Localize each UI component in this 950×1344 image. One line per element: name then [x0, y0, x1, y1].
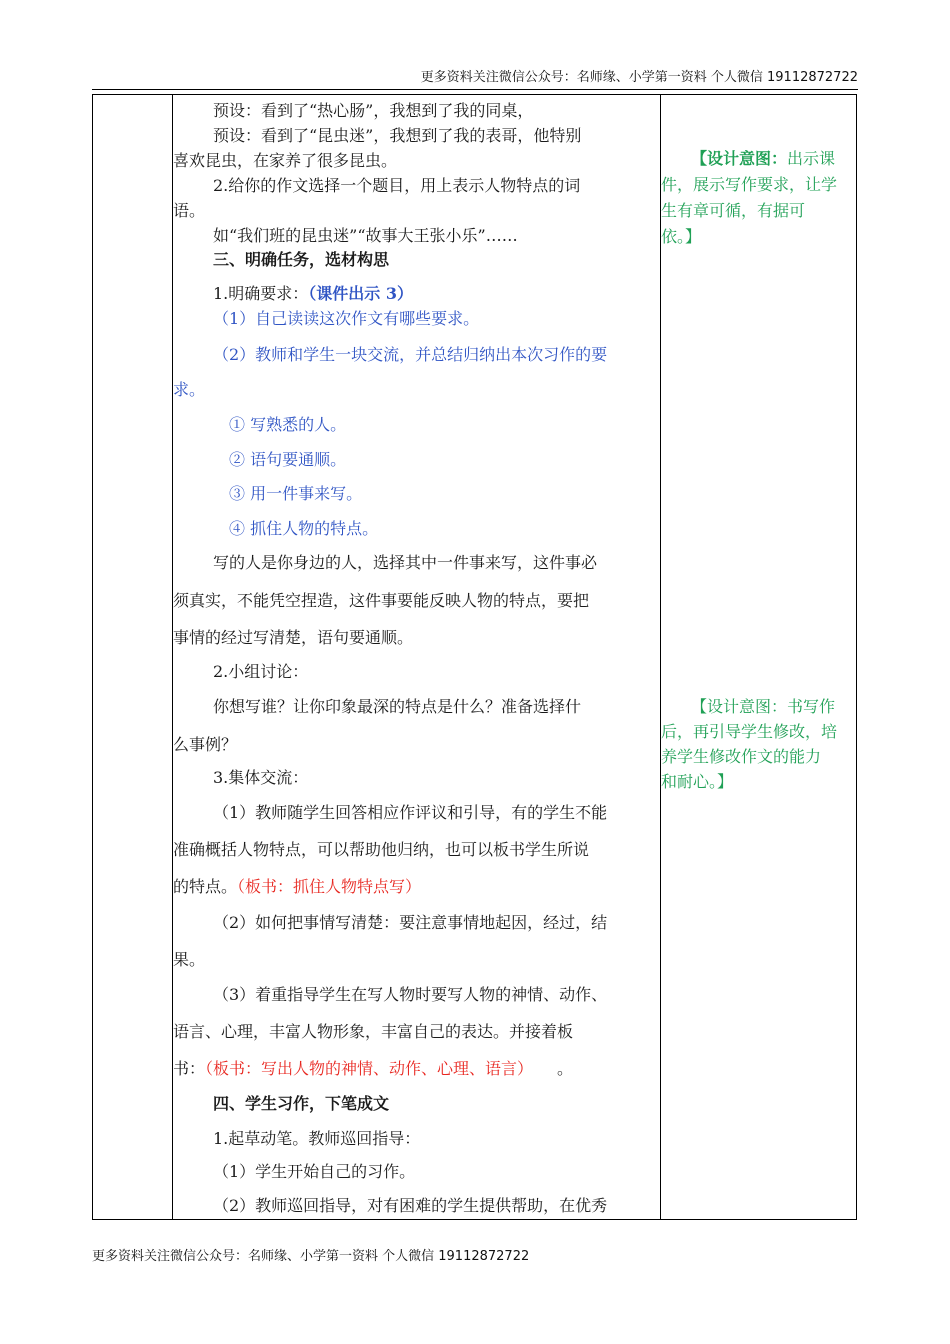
board-note: （板书：抓住人物特点写）	[237, 877, 422, 896]
text-line	[173, 877, 421, 897]
requirement-item: ① 写熟悉的人。	[229, 415, 347, 434]
text-line: （2）教师和学生一块交流，并总结归纳出本次习作的要	[213, 345, 608, 364]
text-span: 的特点。	[173, 877, 238, 896]
text-line: 3.集体交流：	[213, 768, 309, 787]
requirement-item: ② 语句要通顺。	[229, 450, 347, 469]
courseware-note: （课件出示 3）	[308, 284, 413, 303]
text-line: 预设：看到了“昆虫迷”，我想到了我的表哥，他特别	[213, 126, 582, 145]
text-line: 如“我们班的昆虫迷”“故事大王张小乐”……	[213, 226, 518, 245]
section-heading: 四、学生习作，下笔成文	[213, 1094, 390, 1113]
header-divider	[92, 89, 858, 90]
board-note: （板书：写出人物的神情、动作、心理、语言）	[205, 1059, 526, 1078]
page-footer: 更多资料关注微信公众号：名师缘、小学第一资料 个人微信 19112872722	[92, 1249, 530, 1264]
text-line: 1.起草动笔。教师巡回指导：	[213, 1129, 421, 1148]
text-line: 2.给你的作文选择一个题目，用上表示人物特点的词	[213, 176, 581, 195]
lesson-table	[92, 94, 857, 1220]
text-line: 准确概括人物特点，可以帮助他归纳，也可以板书学生所说	[173, 840, 590, 859]
text-line	[173, 1059, 573, 1079]
text-line	[213, 284, 413, 304]
text-line: 语。	[173, 201, 206, 220]
design-note-line: 后，再引导学生修改，培	[661, 722, 838, 741]
page-header: 更多资料关注微信公众号：名师缘、小学第一资料 个人微信 19112872722	[420, 70, 858, 85]
text-span: 。	[557, 1059, 574, 1078]
design-intent-column	[661, 95, 857, 1219]
design-note-line: 生有章可循，有据可	[661, 201, 806, 220]
text-span: 书：	[173, 1059, 206, 1078]
text-line: （1）学生开始自己的习作。	[213, 1162, 416, 1181]
design-note-line: 【设计意图：书写作	[691, 697, 836, 716]
text-line: （3）着重指导学生在写人物时要写人物的神情、动作、	[213, 985, 608, 1004]
text-line: 求。	[173, 380, 206, 399]
text-line: 须真实，不能凭空捏造，这件事要能反映人物的特点，要把	[173, 591, 590, 610]
text-line: 喜欢昆虫，在家养了很多昆虫。	[173, 151, 398, 170]
text-span: 出示课	[787, 149, 836, 168]
design-note-line: 依。】	[661, 227, 702, 246]
text-span: 1.明确要求：	[213, 284, 309, 303]
text-line: （2）如何把事情写清楚：要注意事情地起因，经过，结	[213, 913, 608, 932]
text-line: 2.小组讨论：	[213, 662, 309, 681]
requirement-item: ③ 用一件事来写。	[229, 484, 363, 503]
text-line: 预设：看到了“热心肠”，我想到了我的同桌，	[213, 101, 534, 120]
requirement-item: ④ 抓住人物的特点。	[229, 519, 379, 538]
text-line: （1）教师随学生回答相应作评议和引导，有的学生不能	[213, 803, 608, 822]
text-line: 么事例？	[173, 735, 238, 754]
lesson-content-column	[173, 95, 660, 1219]
design-note-line: 养学生修改作文的能力	[661, 747, 822, 766]
design-note-label: 【设计意图：	[691, 149, 788, 168]
design-note-line: 件，展示写作要求，让学	[661, 175, 838, 194]
text-line: 事情的经过写清楚，语句要通顺。	[173, 628, 414, 647]
section-heading: 三、明确任务，选材构思	[213, 250, 390, 269]
text-line: 语言、心理，丰富人物形象，丰富自己的表达。并接着板	[173, 1022, 574, 1041]
design-note-line	[691, 149, 835, 169]
design-note-line: 和耐心。】	[661, 772, 734, 791]
text-line: 写的人是你身边的人，选择其中一件事来写，这件事必	[213, 553, 598, 572]
text-line: （2）教师巡回指导，对有困难的学生提供帮助，在优秀	[213, 1196, 608, 1215]
text-line: （1）自己读读这次作文有哪些要求。	[213, 309, 480, 328]
text-line: 果。	[173, 950, 206, 969]
text-line: 你想写谁？让你印象最深的特点是什么？准备选择什	[213, 697, 582, 716]
